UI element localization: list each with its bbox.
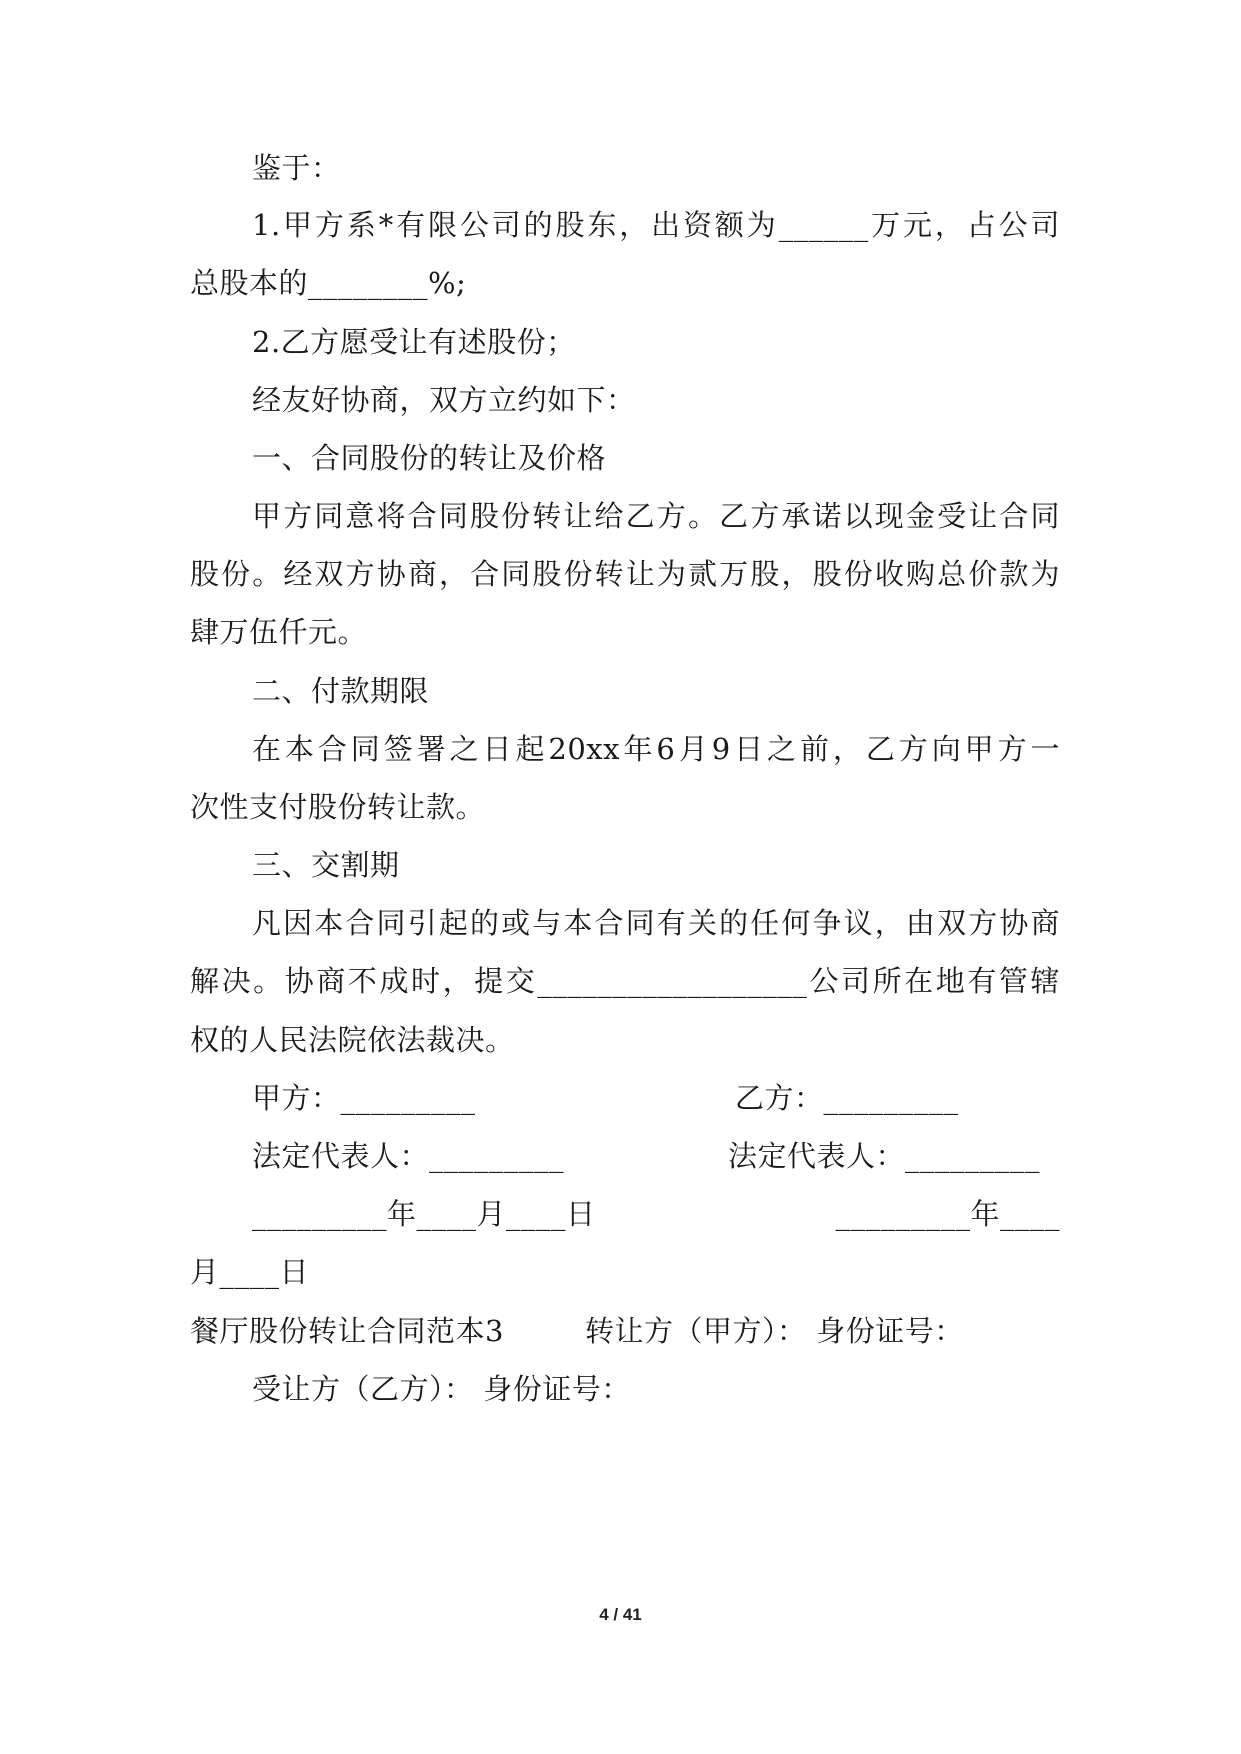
paragraph-section-1-cont: 股份。经双方协商，合同股份转让为贰万股，股份收购总价款为 [190,557,1060,591]
paragraph-section-3-cont: 解决。协商不成时，提交__________________公司所在地有管辖 [190,964,1060,998]
next-contract-title: 餐厅股份转让合同范本3 [190,1314,504,1348]
party-b-representative: 法定代表人：_________ [728,1139,1041,1173]
paragraph-clause-1: 1.甲方系*有限公司的股东，出资额为______万元，占公司 [252,208,1060,242]
transferor-line: 转让方（甲方）： 身份证号： [585,1314,964,1348]
party-b-signature: 乙方：_________ [735,1081,959,1115]
paragraph-section-1-end: 肆万伍仟元。 [190,615,368,649]
paragraph-agreement: 经友好协商，双方立约如下： [252,383,636,417]
page-number: 4 / 41 [599,1605,642,1624]
section-heading-3: 三、交割期 [252,848,400,882]
paragraph-section-3: 凡因本合同引起的或与本合同有关的任何争议，由双方协商 [252,906,1060,940]
section-heading-2: 二、付款期限 [252,674,430,708]
paragraph-section-2-cont: 次性支付股份转让款。 [190,790,486,824]
party-a-date: _________年____月____日 [252,1197,596,1231]
paragraph-section-1: 甲方同意将合同股份转让给乙方。乙方承诺以现金受让合同 [252,499,1060,533]
paragraph-section-2: 在本合同签署之日起20xx年6月9日之前，乙方向甲方一 [252,732,1060,766]
party-a-signature: 甲方：_________ [252,1081,476,1115]
paragraph-clause-1-cont: 总股本的________%; [190,266,467,300]
paragraph-whereas: 鉴于： [252,151,341,185]
paragraph-clause-2: 2.乙方愿受让有述股份； [252,325,576,359]
party-b-date-cont: 月____日 [190,1255,310,1289]
transferee-line: 受让方（乙方）： 身份证号： [252,1372,631,1406]
paragraph-section-3-end: 权的人民法院依法裁决。 [190,1023,515,1057]
party-b-date: _________年____ [835,1197,1060,1231]
party-a-representative: 法定代表人：_________ [252,1139,565,1173]
section-heading-1: 一、合同股份的转让及价格 [252,441,607,475]
